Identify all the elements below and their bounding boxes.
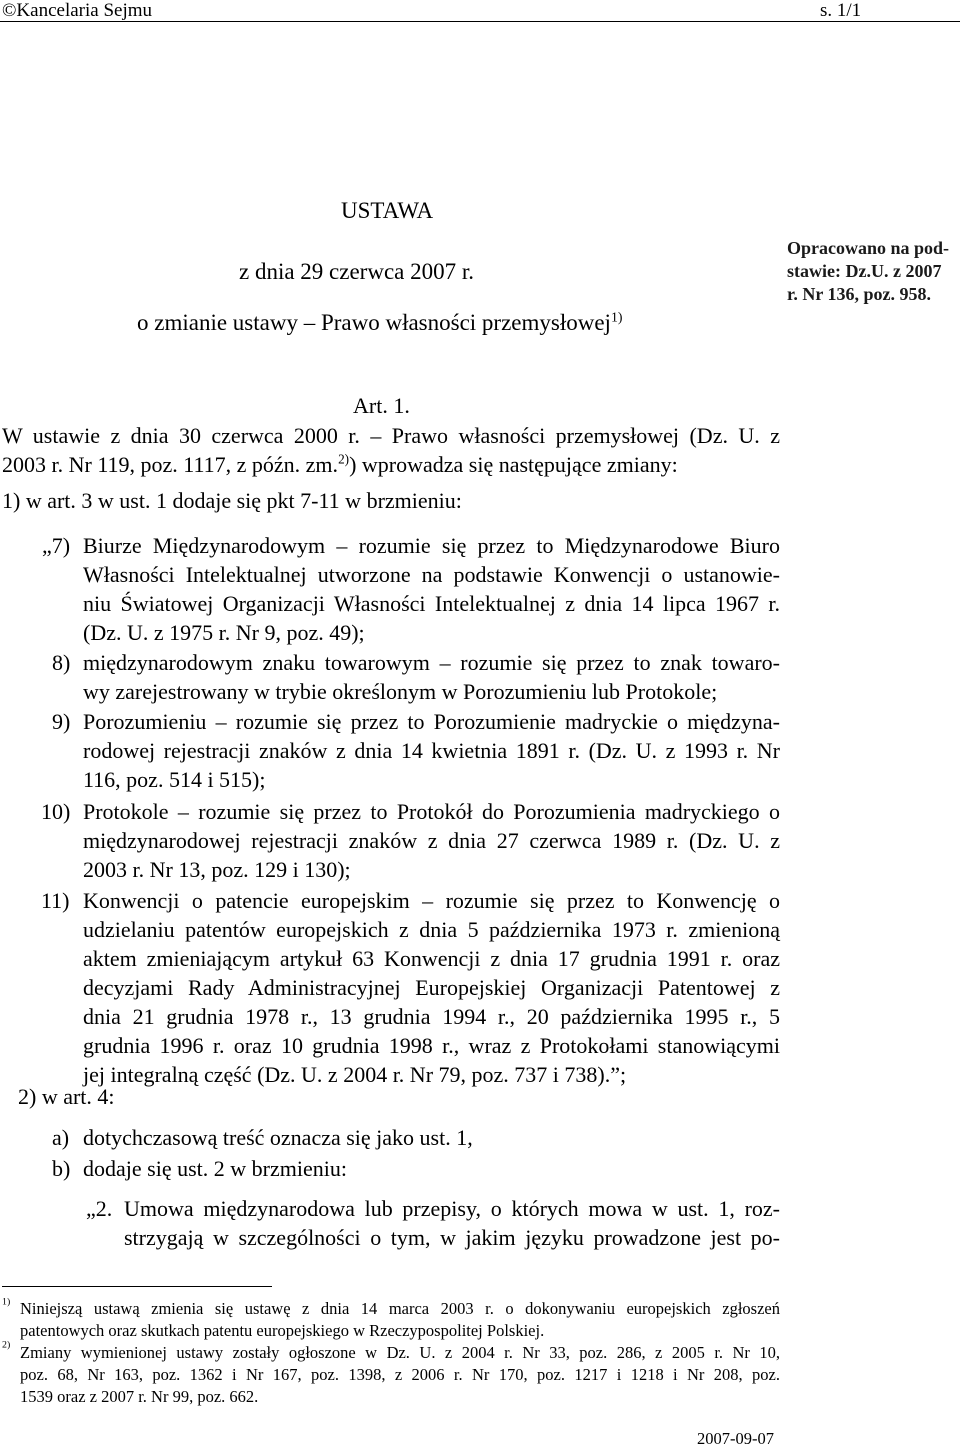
paragraph-line: Umowa międzynarodowa lub przepisy, o których mowa w ust. 1, roz- — [124, 1196, 780, 1221]
item-line: udzielaniu patentów europejskich z dnia 5 października 1973 r. zmienioną — [83, 917, 780, 942]
item-line: aktem zmieniającym artykuł 63 Konwencji z dnia 17 grudnia 1991 r. oraz — [83, 946, 780, 971]
point-number: 1) — [2, 488, 21, 513]
item-line: (Dz. U. z 1975 r. Nr 9, poz. 49); — [83, 620, 365, 645]
sub-point-text: dodaje się ust. 2 w brzmieniu: — [83, 1156, 347, 1181]
footnote-1 — [20, 1298, 780, 1342]
point-2 — [18, 1082, 115, 1111]
item-line: Konwencji o patencie europejskim – rozumie się przez to Konwencję o — [83, 888, 780, 913]
footnote-line: poz. 68, Nr 163, poz. 1362 i Nr 167, poz. 1398, z 2006 r. Nr 170, poz. 1217 i 1218 i Nr 208, poz. — [20, 1365, 780, 1384]
definition-item — [83, 531, 780, 647]
item-line: międzynarodowym znaku towarowym – rozumie się przez to znak towaro- — [83, 650, 780, 675]
source-note — [787, 237, 949, 306]
footnote-marker: 2) — [2, 1339, 11, 1351]
item-line: 116, poz. 514 i 515); — [83, 767, 266, 792]
footnote-rule — [2, 1286, 272, 1287]
definition-item — [83, 886, 780, 1089]
paragraph-line: strzygają w szczególności o tym, w jakim języku prowadzone jest po- — [124, 1225, 780, 1250]
item-line: 2003 r. Nr 13, poz. 129 i 130); — [83, 857, 351, 882]
item-number: 10) — [41, 799, 71, 824]
header-source: ©Kancelaria Sejmu — [2, 0, 153, 21]
item-line: wy zarejestrowany w trybie określonym w Porozumieniu lub Protokole; — [83, 679, 718, 704]
footnote-ref-1: 1) — [610, 309, 623, 325]
item-number: 9) — [52, 709, 71, 734]
article-intro — [2, 421, 780, 479]
item-line: Porozumieniu – rozumie się przez to Porozumienie madryckie o międzyna- — [83, 709, 780, 734]
definition-item — [83, 648, 780, 706]
footnote-line: 1539 oraz z 2007 r. Nr 99, poz. 662. — [20, 1387, 259, 1406]
sub-point-number: a) — [52, 1125, 70, 1150]
intro-line: 2003 r. Nr 119, poz. 1117, z późn. zm.$^{2)}$) wprowadza się następujące zmiany: — [2, 451, 678, 477]
act-date: z dnia 29 czerwca 2007 r. — [239, 259, 475, 284]
header-page-number: s. 1/1 — [820, 0, 862, 21]
item-line: Własności Intelektualnej utworzone na podstawie Konwencji o ustanowie- — [83, 562, 780, 587]
point-text: w art. 4: — [41, 1084, 115, 1109]
source-note-line: r. Nr 136, poz. 958. — [787, 284, 931, 304]
footer-date: 2007-09-07 — [697, 1429, 774, 1448]
header-divider — [0, 21, 960, 22]
definition-item — [83, 707, 780, 794]
item-number: „7) — [42, 533, 71, 558]
sub-point-text: dotychczasową treść oznacza się jako ust. 1, — [83, 1125, 473, 1150]
point-1 — [2, 486, 462, 515]
item-line: jej integralną część (Dz. U. z 2004 r. Nr 79, poz. 737 i 738).”; — [83, 1062, 627, 1087]
paragraph-number: „2. — [86, 1196, 113, 1221]
item-number: 8) — [52, 650, 71, 675]
footnote-2 — [20, 1342, 780, 1408]
item-line: decyzjami Rady Administracyjnej Europejskiej Organizacji Patentowej z — [83, 975, 780, 1000]
item-line: grudnia 1996 r. oraz 10 grudnia 1998 r., wraz z Protokołami stanowiącymi — [83, 1033, 780, 1058]
item-line: dnia 21 grudnia 1978 r., 13 grudnia 1994 r., 20 października 1995 r., 5 — [83, 1004, 780, 1029]
act-type-title: USTAWA — [341, 198, 434, 223]
item-number: 11) — [41, 888, 70, 913]
source-note-line: stawie: Dz.U. z 2007 — [787, 261, 942, 281]
point-number: 2) — [18, 1084, 37, 1109]
point-text: w art. 3 w ust. 1 dodaje się pkt 7-11 w brzmieniu: — [25, 488, 462, 513]
article-heading: Art. 1. — [353, 393, 410, 418]
footnote-ref-2: 2) — [338, 451, 350, 467]
intro-line: W ustawie z dnia 30 czerwca 2000 r. – Prawo własności przemysłowej (Dz. U. z — [2, 423, 780, 448]
item-line: międzynarodowej rejestracji znaków z dnia 27 czerwca 1989 r. (Dz. U. z — [83, 828, 780, 853]
item-line: niu Światowej Organizacji Własności Intelektualnej z dnia 14 lipca 1967 r. — [83, 591, 780, 616]
item-line: Protokole – rozumie się przez to Protokół do Porozumienia madryckiego o — [83, 799, 780, 824]
new-paragraph — [124, 1194, 780, 1252]
footnote-line: patentowych oraz skutkach patentu europejskiego w Rzeczypospolitej Polskiej. — [20, 1321, 545, 1340]
sub-point-number: b) — [52, 1156, 71, 1181]
item-line: rodowej rejestracji znaków z dnia 14 kwietnia 1891 r. (Dz. U. z 1993 r. Nr — [83, 738, 780, 763]
item-line: Biurze Międzynarodowym – rozumie się przez to Międzynarodowe Biuro — [83, 533, 780, 558]
definition-item — [83, 797, 780, 884]
footnote-line: Zmiany wymienionej ustawy zostały ogłoszone w Dz. U. z 2004 r. Nr 33, poz. 286, z 2005 r. Nr 10, — [20, 1343, 780, 1362]
source-note-line: Opracowano na pod- — [787, 238, 950, 258]
act-subject: o zmianie ustawy – Prawo własności przemysłowej$^{1)}$ — [137, 309, 623, 335]
footnote-line: Niniejszą ustawą zmienia się ustawę z dnia 14 marca 2003 r. o dokonywaniu europejskich zgłoszeń — [20, 1299, 780, 1318]
footnote-marker: 1) — [2, 1296, 11, 1308]
